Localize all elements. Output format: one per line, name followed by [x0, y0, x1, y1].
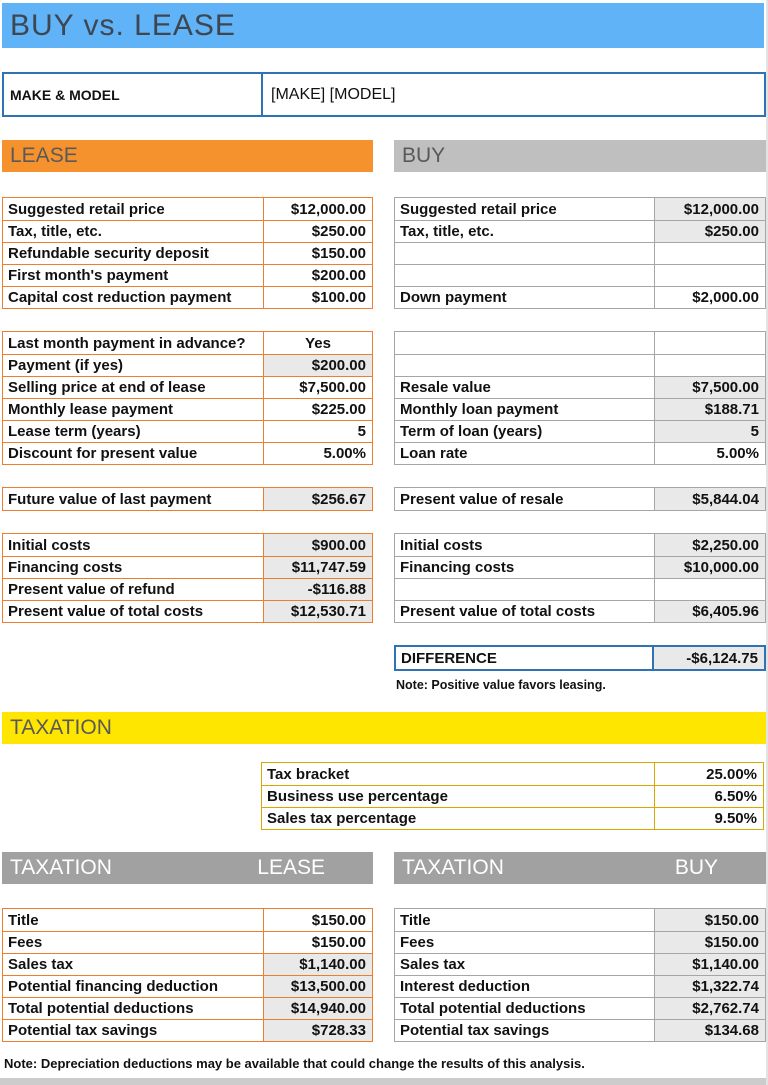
table-row [3, 442, 372, 464]
taxation-section-title: TAXATION [10, 716, 112, 739]
row-label-cell: First month's payment [3, 265, 264, 286]
buy-present-value-table [394, 487, 766, 511]
row-value-cell[interactable]: $200.00 [264, 355, 372, 376]
row-value-cell[interactable]: 25.00% [706, 765, 757, 783]
taxation-buy-header [394, 852, 766, 884]
taxation-lease-header-title: TAXATION [10, 856, 112, 879]
taxation-lease-header-side: LEASE [257, 856, 325, 879]
row-label-cell [395, 355, 655, 376]
table-row [395, 931, 765, 953]
row-value-cell[interactable]: $225.00 [311, 401, 366, 418]
row-value-cell[interactable]: $728.33 [264, 1020, 372, 1041]
row-label-cell: Resale value [395, 377, 655, 398]
row-label-cell: Suggested retail price [3, 198, 264, 220]
row-label-cell: Potential financing deduction [3, 976, 264, 997]
row-label-cell: Discount for present value [3, 443, 264, 464]
row-value-cell[interactable]: 5 [357, 423, 366, 440]
row-value-cell[interactable]: 5.00% [323, 445, 366, 462]
lease-terms-table [2, 331, 373, 465]
table-row [395, 997, 765, 1019]
table-row [395, 578, 765, 600]
row-value-cell[interactable]: $134.68 [655, 1020, 765, 1041]
row-label-cell [395, 579, 655, 600]
row-label-cell: Term of loan (years) [395, 421, 655, 442]
table-row [395, 242, 765, 264]
row-value-cell[interactable]: $11,747.59 [264, 557, 372, 578]
row-value-cell[interactable]: $900.00 [264, 534, 372, 556]
table-row [262, 807, 763, 829]
row-label-cell: Tax, title, etc. [395, 221, 655, 242]
row-value-cell[interactable]: $250.00 [655, 221, 765, 242]
row-value-cell[interactable]: $7,500.00 [655, 377, 765, 398]
taxation-buy-column [394, 852, 766, 1042]
table-row [3, 488, 372, 510]
row-value-cell[interactable]: $2,250.00 [655, 534, 765, 556]
table-row [395, 420, 765, 442]
row-value-cell[interactable]: $256.67 [264, 488, 372, 510]
row-value-cell[interactable]: $5,844.04 [655, 488, 765, 510]
buy-column [394, 140, 766, 692]
row-value-cell[interactable]: $1,322.74 [655, 976, 765, 997]
row-value-cell[interactable] [655, 243, 765, 264]
row-value-cell[interactable]: $12,000.00 [655, 198, 765, 220]
row-label-cell: Suggested retail price [395, 198, 655, 220]
table-row [395, 354, 765, 376]
table-row [395, 488, 765, 510]
row-label-cell: Present value of resale [395, 488, 655, 510]
buy-totals-table [394, 533, 766, 623]
table-row [3, 931, 372, 953]
row-value-cell[interactable] [655, 332, 765, 354]
row-label-cell: Present value of refund [3, 579, 264, 600]
row-value-cell[interactable]: $150.00 [655, 909, 765, 931]
table-row [395, 220, 765, 242]
taxation-buy-table [394, 908, 766, 1042]
table-row [395, 398, 765, 420]
row-value-cell[interactable] [655, 265, 765, 286]
row-value-cell[interactable]: 9.50% [714, 810, 757, 827]
row-label-cell: Payment (if yes) [3, 355, 264, 376]
table-row [395, 286, 765, 308]
row-value-cell[interactable]: $12,530.71 [264, 601, 372, 622]
row-label-cell: Tax bracket [262, 763, 655, 785]
taxation-lease-table [2, 908, 373, 1042]
row-label-cell: Tax, title, etc. [3, 221, 264, 242]
row-label-cell [395, 265, 655, 286]
table-row [395, 556, 765, 578]
row-label-cell: Initial costs [3, 534, 264, 556]
row-value-cell[interactable]: Yes [305, 334, 331, 352]
table-row [3, 264, 372, 286]
table-row [395, 264, 765, 286]
row-label-cell: Present value of total costs [3, 601, 264, 622]
row-label-cell: Title [395, 909, 655, 931]
table-row [3, 242, 372, 264]
row-label-cell: Financing costs [395, 557, 655, 578]
table-row [395, 1019, 765, 1041]
row-label-cell: Present value of total costs [395, 601, 655, 622]
table-row [262, 785, 763, 807]
table-row [3, 220, 372, 242]
bottom-edge-strip [0, 1078, 768, 1085]
row-value-cell[interactable]: $1,140.00 [655, 954, 765, 975]
buy-section-header [394, 140, 766, 172]
make-model-row [2, 72, 766, 117]
row-value-cell[interactable]: $150.00 [311, 245, 366, 262]
row-value-cell[interactable]: $150.00 [655, 932, 765, 953]
table-row [3, 909, 372, 931]
row-value-cell[interactable]: $13,500.00 [264, 976, 372, 997]
row-value-cell[interactable]: $7,500.00 [299, 379, 366, 396]
row-label-cell: Refundable security deposit [3, 243, 264, 264]
difference-note: Note: Positive value favors leasing. [396, 678, 606, 692]
row-value-cell[interactable]: -$6,124.75 [654, 647, 764, 669]
table-row [395, 909, 765, 931]
row-label-cell: Initial costs [395, 534, 655, 556]
table-row [3, 600, 372, 622]
row-label-cell: Down payment [395, 287, 655, 308]
row-value-cell[interactable]: $10,000.00 [655, 557, 765, 578]
row-value-cell[interactable] [655, 355, 765, 376]
row-label-cell: Monthly lease payment [3, 399, 264, 420]
row-value-cell[interactable]: $200.00 [311, 267, 366, 284]
row-label-cell: Future value of last payment [3, 488, 264, 510]
lease-totals-table [2, 533, 373, 623]
table-row [395, 332, 765, 354]
row-label-cell [395, 332, 655, 354]
row-label-cell: Financing costs [3, 557, 264, 578]
row-value-cell[interactable] [655, 579, 765, 600]
buy-terms-table [394, 331, 766, 465]
table-row [262, 763, 763, 785]
table-row [3, 578, 372, 600]
row-label-cell: Loan rate [395, 443, 655, 464]
row-label-cell: Title [3, 909, 264, 931]
row-label-cell: Sales tax [3, 954, 264, 975]
table-row [3, 534, 372, 556]
row-value-cell[interactable]: $188.71 [655, 399, 765, 420]
row-label-cell: Total potential deductions [395, 998, 655, 1019]
row-label-cell: Sales tax percentage [262, 808, 655, 829]
row-label-cell: Fees [3, 932, 264, 953]
table-row [3, 556, 372, 578]
table-row [395, 975, 765, 997]
table-row [395, 376, 765, 398]
table-row [3, 376, 372, 398]
row-label-cell: Capital cost reduction payment [3, 287, 264, 308]
row-value-cell[interactable]: -$116.88 [264, 579, 372, 600]
row-value-cell[interactable]: $2,000.00 [692, 289, 759, 306]
row-label-cell: Potential tax savings [3, 1020, 264, 1041]
taxation-buy-header-side: BUY [674, 856, 718, 879]
row-label-cell: DIFFERENCE [396, 647, 654, 669]
row-value-cell[interactable]: $150.00 [311, 911, 366, 929]
row-label-cell: Fees [395, 932, 655, 953]
row-label-cell [395, 243, 655, 264]
row-label-cell: Interest deduction [395, 976, 655, 997]
taxation-columns [2, 852, 766, 1042]
table-row [3, 975, 372, 997]
row-value-cell[interactable]: $250.00 [311, 223, 366, 240]
table-row [3, 332, 372, 354]
table-row [395, 442, 765, 464]
lease-section-title: LEASE [10, 144, 78, 167]
row-label-cell: Total potential deductions [3, 998, 264, 1019]
taxation-lease-column [2, 852, 373, 1042]
taxation-buy-header-title: TAXATION [402, 856, 504, 879]
row-value-cell[interactable]: $12,000.00 [290, 200, 366, 218]
table-row [3, 398, 372, 420]
row-label-cell: Business use percentage [262, 786, 655, 807]
row-value-cell[interactable]: $1,140.00 [264, 954, 372, 975]
row-value-cell[interactable]: 6.50% [714, 788, 757, 805]
row-label-cell: Potential tax savings [395, 1020, 655, 1041]
lease-column [2, 140, 373, 623]
table-row [395, 600, 765, 622]
table-row [396, 647, 764, 669]
table-row [3, 354, 372, 376]
page-title: BUY vs. LEASE [10, 8, 236, 42]
lease-section-header [2, 140, 373, 172]
buy-upfront-costs-table [394, 197, 766, 309]
table-row [395, 198, 765, 220]
table-row [3, 953, 372, 975]
row-label-cell: Monthly loan payment [395, 399, 655, 420]
table-row [395, 953, 765, 975]
lease-future-value-table [2, 487, 373, 511]
buy-section-title: BUY [402, 144, 446, 167]
table-row [3, 420, 372, 442]
table-row [3, 198, 372, 220]
row-value-cell[interactable]: 5.00% [716, 445, 759, 462]
row-label-cell: Last month payment in advance? [3, 332, 264, 354]
row-value-cell[interactable]: 5 [655, 421, 765, 442]
make-model-value-cell[interactable]: [MAKE] [MODEL] [271, 85, 396, 103]
row-label-cell: Lease term (years) [3, 421, 264, 442]
compare-columns [2, 140, 766, 692]
row-value-cell[interactable]: $14,940.00 [264, 998, 372, 1019]
table-row [3, 1019, 372, 1041]
row-value-cell[interactable]: $6,405.96 [655, 601, 765, 622]
tax-rates-table [261, 762, 764, 830]
row-value-cell[interactable]: $2,762.74 [655, 998, 765, 1019]
difference-table [394, 645, 766, 671]
table-row [395, 534, 765, 556]
lease-upfront-costs-table [2, 197, 373, 309]
row-value-cell[interactable]: $100.00 [311, 289, 366, 306]
row-label-cell: Selling price at end of lease [3, 377, 264, 398]
footer-note: Note: Depreciation deductions may be available that could change the results of this analysis. [4, 1056, 585, 1071]
table-row [3, 997, 372, 1019]
make-model-label: MAKE & MODEL [4, 74, 263, 115]
row-value-cell[interactable]: $150.00 [311, 934, 366, 951]
page-title-bar [2, 3, 764, 48]
row-label-cell: Sales tax [395, 954, 655, 975]
taxation-section-header [2, 712, 766, 744]
table-row [3, 286, 372, 308]
taxation-lease-header [2, 852, 373, 884]
